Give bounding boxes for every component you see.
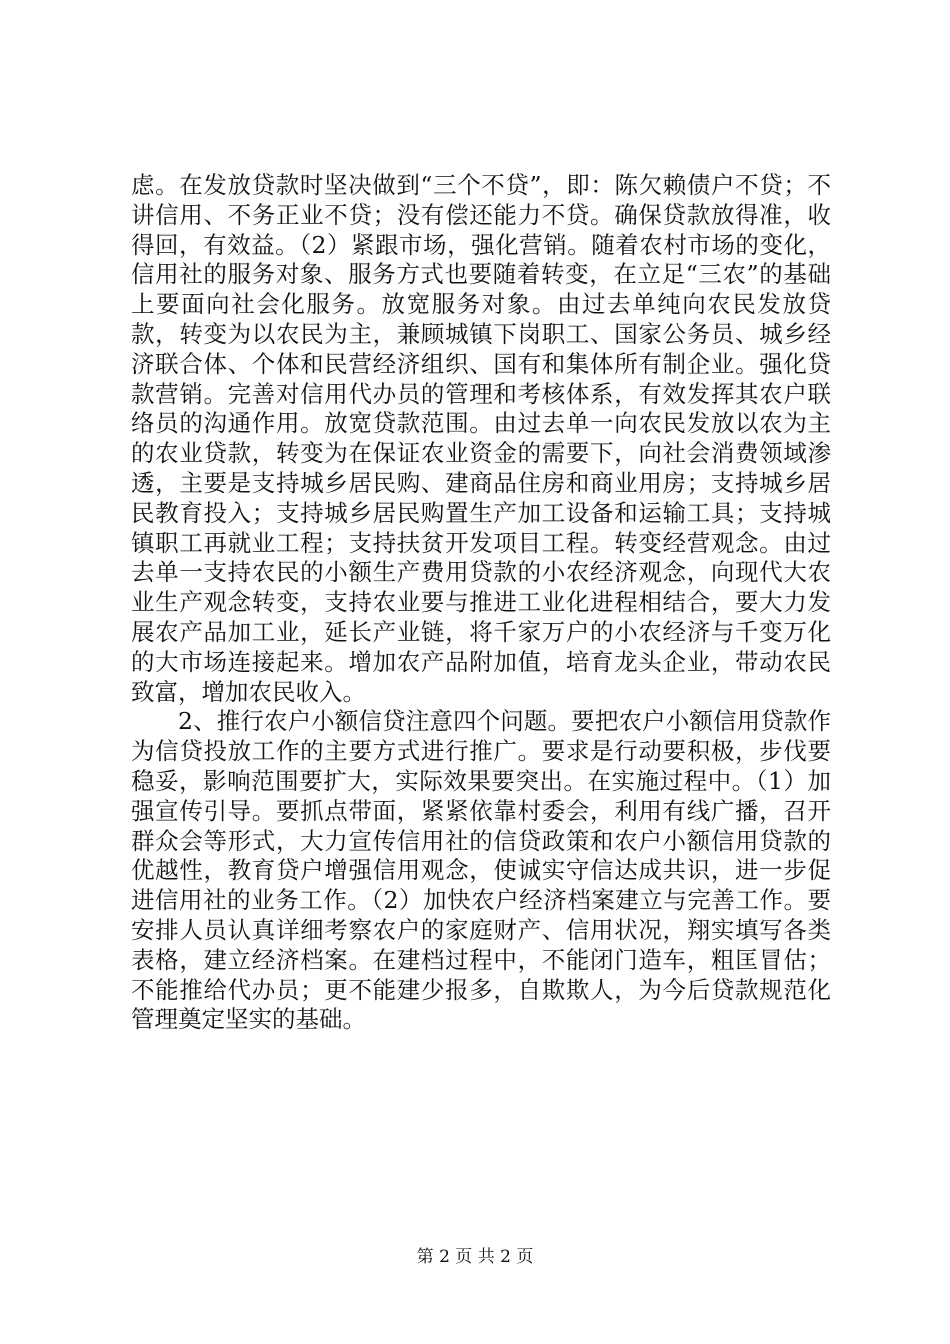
- paragraph-continuation: 虑。在发放贷款时坚决做到“三个不贷”，即：陈欠赖债户不贷；不讲信用、不务正业不贷；没有偿还能力不贷。确保贷款放得准，收得回，有效益。（2）紧跟市场，强化营销。随着农村市场的变化，信用社的服务对象、服务方式也要随着转变，在立足“三农”的基础上要面向社会化服务。放宽服务对象。由过去单纯向农民发放贷款，转变为以农民为主，兼顾城镇下岗职工、国家公务员、城乡经济联合体、个体和民营经济组织、国有和集体所有制企业。强化贷款营销。完善对信用代办员的管理和考核体系，有效发挥其农户联络员的沟通作用。放宽贷款范围。由过去单一向农民发放以农为主的农业贷款，转变为在保证农业资金的需要下，向社会消费领域渗透，主要是支持城乡居民购、建商品住房和商业用房；支持城乡居民教育投入；支持城乡居民购置生产加工设备和运输工具；支持城镇职工再就业工程；支持扶贫开发项目工程。转变经营观念。由过去单一支持农民的小额生产费用贷款的小农经济观念，向现代大农业生产观念转变，支持农业要与推进工业化进程相结合，要大力发展农产品加工业，延长产业链，将千家万户的小农经济与千变万化的大市场连接起来。增加农产品附加值，培育龙头企业，带动农民致富，增加农民收入。: [131, 171, 831, 706]
- paragraph-section-2: 2、推行农户小额信贷注意四个问题。要把农户小额信用贷款作为信贷投放工作的主要方式进行推广。要求是行动要积极，步伐要稳妥，影响范围要扩大，实际效果要突出。在实施过程中。（1）加强宣传引导。要抓点带面，紧紧依靠村委会，利用有线广播，召开群众会等形式，大力宣传信用社的信贷政策和农户小额信用贷款的优越性，教育贷户增强信用观念，使诚实守信达成共识，进一步促进信用社的业务工作。（2）加快农户经济档案建立与完善工作。要安排人员认真详细考察农户的家庭财产、信用状况，翔实填写各类表格，建立经济档案。在建档过程中，不能闭门造车，粗匡冒估；不能推给代办员；更不能建少报多，自欺欺人，为今后贷款规范化管理奠定坚实的基础。: [131, 707, 831, 1034]
- document-body: [131, 171, 831, 1035]
- page-footer: 第 2 页 共 2 页: [416, 1247, 534, 1267]
